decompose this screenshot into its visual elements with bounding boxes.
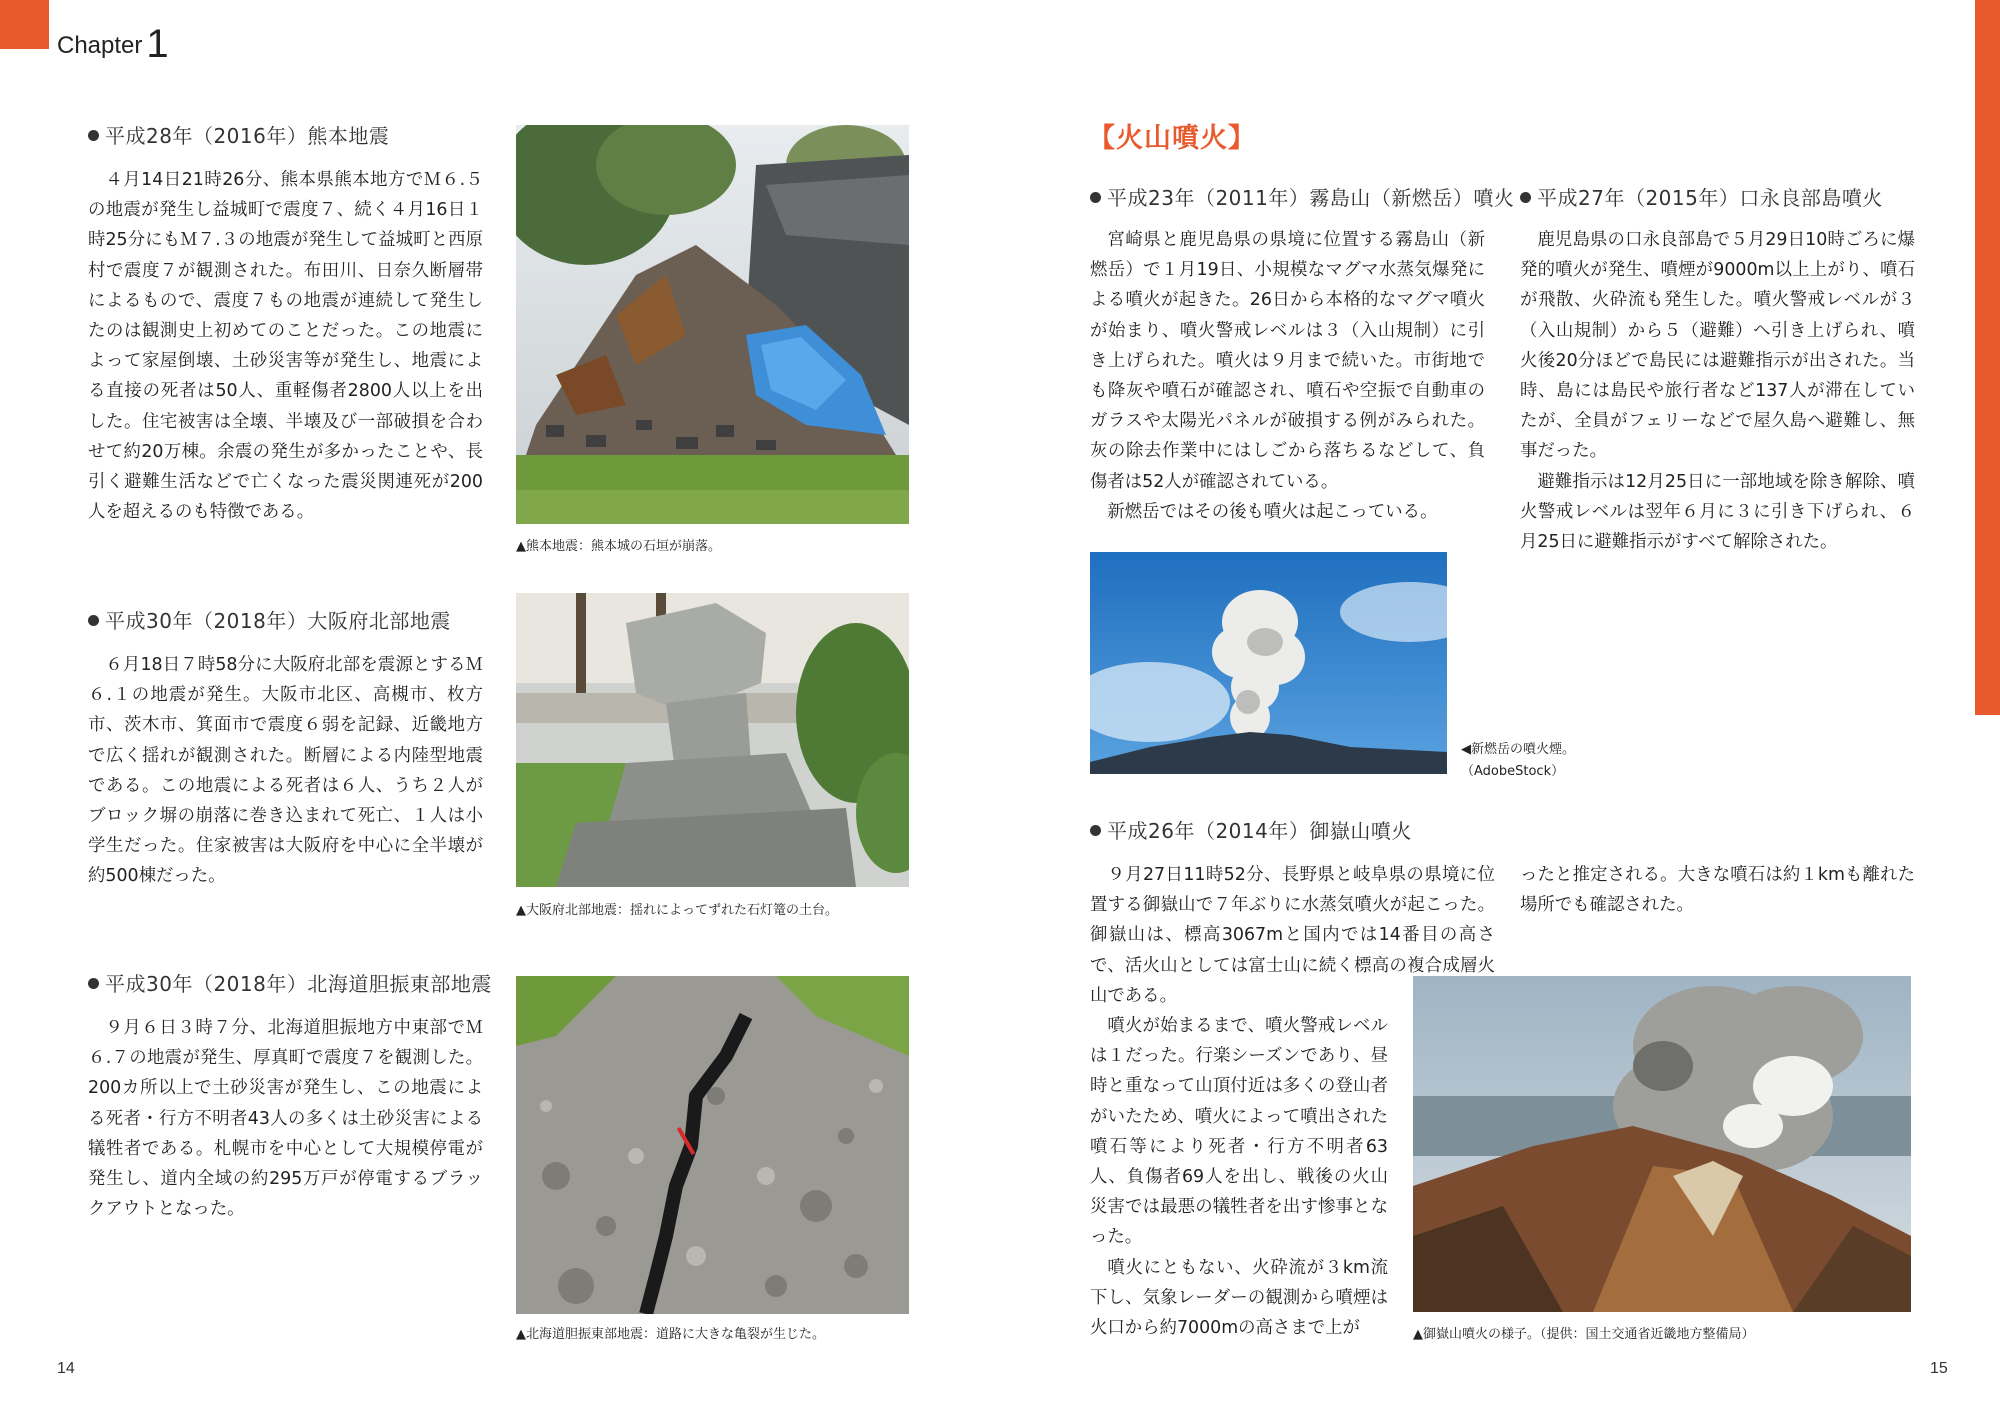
hokkaido-caption: ▲北海道胆振東部地震：道路に大きな亀裂が生じた。 [516,1327,825,1342]
hokkaido-crack-photo [516,976,909,1314]
ontake-text-1: ９月27日11時52分、長野県と岐阜県の県境に位置する御嶽山で７年ぶりに水蒸気噴火が起こった。御嶽山は、標高3067mと国内では14番目の高さで、活火山としては富士山に続く標高の複合成層火山である。 [1090,865,1495,1006]
shinmoedake-caption: ◀新燃岳の噴火煙。 [1461,742,1575,757]
chapter-label [57,22,169,67]
shinmoedake-credit: （AdobeStock） [1461,764,1565,779]
ontake-caption: ▲御嶽山噴火の様子。（提供：国土交通省近畿地方整備局） [1413,1327,1755,1342]
osaka-heading: 平成30年（2018年）大阪府北部地震 [88,605,451,634]
osaka-text: ６月18日７時58分に大阪府北部を震源とするＭ６.１の地震が発生。大阪市北区、高槻市、枚方市、茨木市、箕面市で震度６弱を記録、近畿地方で広く揺れが観測された。断層による内陸型地震である。この地震による死者は６人、うち２人がブロック塀の崩落に巻き込まれて死亡、１人は小学生だった。住家被害は大阪府を中心に全半壊が約500棟だった。 [88,655,483,887]
side-bar [1975,0,2000,715]
bullet-dot [1090,825,1101,836]
chapter-tab [0,0,49,49]
osaka-lantern-photo [516,593,909,887]
shinmoedake-photo [1090,552,1447,774]
chapter-word: Chapter [57,32,143,59]
volcano-section-title: 【火山噴火】 [1088,123,1256,154]
kirishima-text: 宮崎県と鹿児島県の県境に位置する霧島山（新燃岳）で１月19日、小規模なマグマ水蒸気爆発による噴火が起きた。26日から本格的なマグマ噴火が始まり、噴火警戒レベルは３（入山規制）に引き上げられた。噴火は９月まで続いた。市街地でも降灰や噴石が確認され、噴石や空振で自動車のガラスや太陽光パネルが破損する例がみられた。灰の除去作業中にはしごから落ちるなどして、負傷者は52人が確認されている。 新燃岳ではその後も噴火は起こっている。 [1090,230,1485,522]
page-number-left: 14 [57,1360,75,1377]
kumamoto-caption: ▲熊本地震：熊本城の石垣が崩落。 [516,539,721,554]
ontake-text-2: 噴火が始まるまで、噴火警戒レベルは１だった。行楽シーズンであり、昼時と重なって山頂付近は多くの登山者がいたため、噴火によって噴出された噴石等により死者・行方不明者63人、負傷者69人を出し、戦後の火山災害では最悪の犠牲者を出す惨事となった。 噴火にともない、火砕流が３km流下し、気象レーダーの観測から噴煙は火口から約7000mの高さまで上が [1090,1016,1388,1339]
bullet-dot [88,978,99,989]
chapter-number: 1 [146,22,169,66]
osaka-caption: ▲大阪府北部地震：揺れによってずれた石灯篭の土台。 [516,903,838,918]
bullet-dot [88,615,99,626]
page-number-right: 15 [1930,1360,1948,1377]
kumamoto-castle-photo [516,125,909,524]
hokkaido-text: ９月６日３時７分、北海道胆振地方中東部でＭ６.７の地震が発生、厚真町で震度７を観測した。200カ所以上で土砂災害が発生し、この地震による死者・行方不明者43人の多くは土砂災害による犠牲者である。札幌市を中心として大規模停電が発生し、道内全域の約295万戸が停電するブラックアウトとなった。 [88,1018,483,1220]
bullet-dot [1090,192,1101,203]
kumamoto-text: ４月14日21時26分、熊本県熊本地方でＭ６.５の地震が発生し益城町で震度７、続く４月16日１時25分にもＭ７.３の地震が発生して益城町と西原村で震度７が観測された。布田川、日奈久断層帯によるもので、震度７もの地震が連続して発生したのは観測史上初めてのことだった。この地震によって家屋倒壊、土砂災害等が発生し、地震による直接の死者は50人、重軽傷者2800人以上を出した。住宅被害は全壊、半壊及び一部破損を合わせて約20万棟。余震の発生が多かったことや、長引く避難生活などで亡くなった震災関連死が200人を超えるのも特徴である。 [88,170,483,523]
ontake-heading: 平成26年（2014年）御嶽山噴火 [1090,815,1412,844]
kuchinoerabu-heading: 平成27年（2015年）口永良部島噴火 [1520,182,1883,211]
kirishima-heading: 平成23年（2011年）霧島山（新燃岳）噴火 [1090,182,1514,211]
bullet-dot [1520,192,1531,203]
kumamoto-heading: 平成28年（2016年）熊本地震 [88,120,389,149]
ontake-text-3: ったと推定される。大きな噴石は約１kmも離れた場所でも確認された。 [1520,865,1915,916]
hokkaido-heading: 平成30年（2018年）北海道胆振東部地震 [88,968,492,997]
kuchinoerabu-text: 鹿児島県の口永良部島で５月29日10時ごろに爆発的噴火が発生、噴煙が9000m以上上がり、噴石が飛散、火砕流も発生した。噴火警戒レベルが３（入山規制）から５（避難）へ引き上げられ、噴火後20分ほどで島民には避難指示が出された。当時、島には島民や旅行者など137人が滞在していたが、全員がフェリーなどで屋久島へ避難し、無事だった。 避難指示は12月25日に一部地域を除き解除、噴火警戒レベルは翌年６月に３に引き下げられ、６月25日に避難指示がすべて解除された。 [1520,230,1915,553]
ontake-photo [1413,976,1911,1312]
bullet-dot [88,130,99,141]
